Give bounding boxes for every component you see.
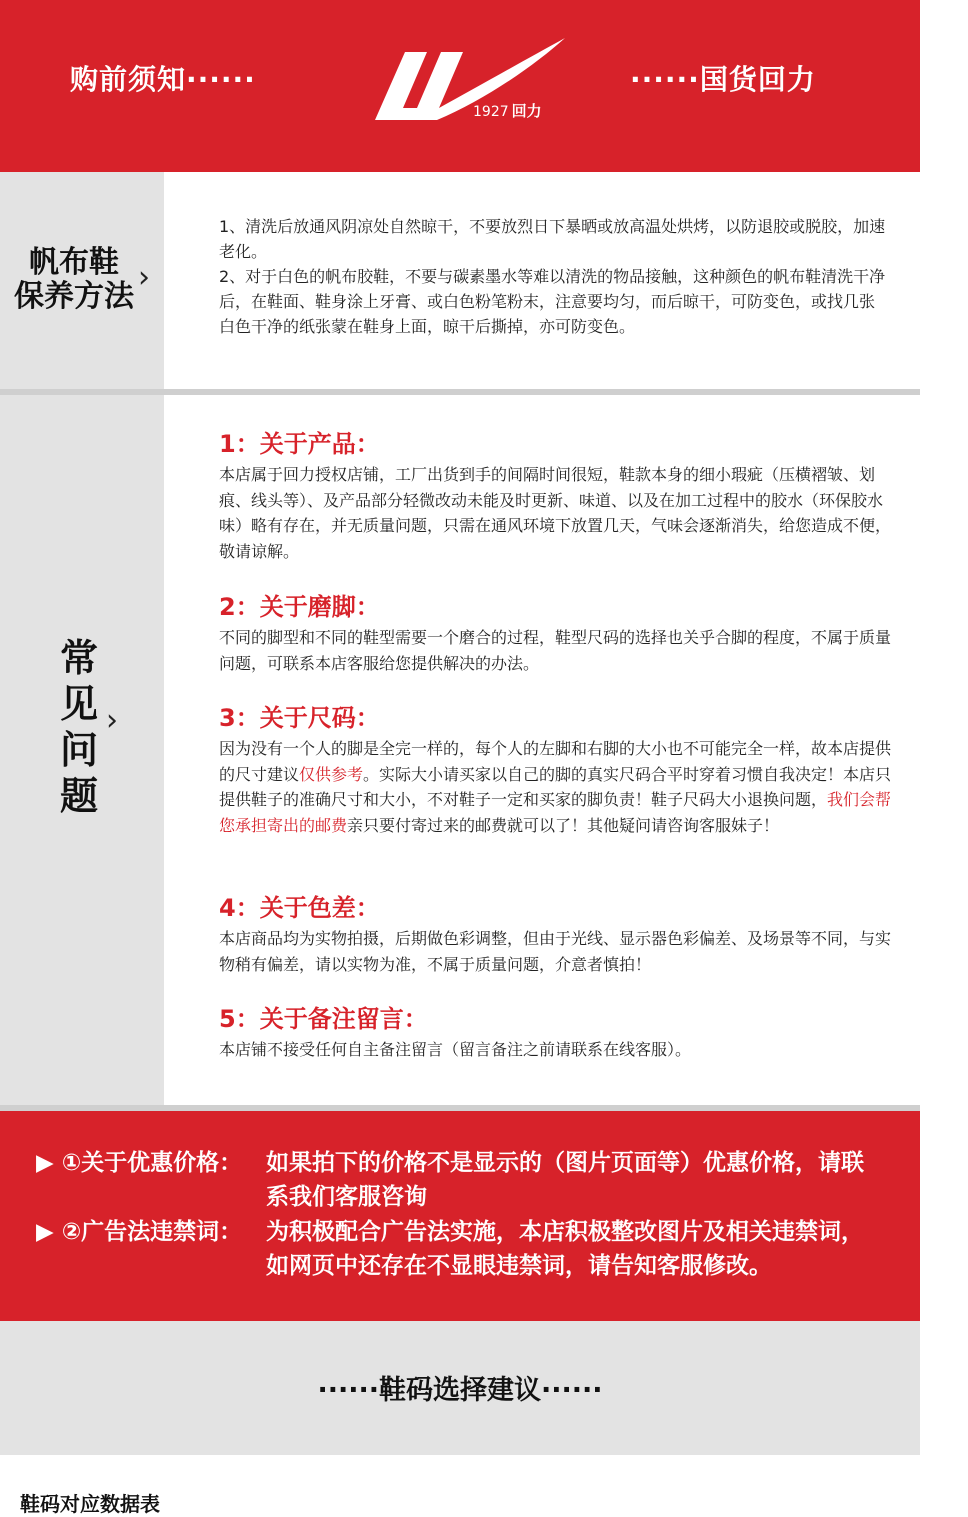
care-side-panel <box>0 172 164 390</box>
size-advice-title: ······鞋码选择建议······ <box>317 1375 603 1406</box>
faq-answer: 不同的脚型和不同的鞋型需要一个磨合的过程，鞋型尺码的选择也关乎合脚的程度，不属于质量问题，可联系本店客服给您提供解决的办法。 <box>219 628 892 673</box>
faq-section <box>0 395 920 1107</box>
faq-item-size <box>219 703 904 838</box>
faq-answer: 本店铺不接受任何自主备注留言（留言备注之前请联系在线客服）。 <box>219 1040 692 1059</box>
faq-item-product <box>219 429 904 564</box>
faq-question: 4：关于色差： <box>219 894 380 922</box>
notice-label: ▶ ①关于优惠价格： <box>36 1150 243 1176</box>
header-right-text: ······国货回力 <box>630 63 816 96</box>
faq-question: 3：关于尺码： <box>219 704 380 732</box>
warrior-logo-icon <box>355 30 575 125</box>
care-title-line1: 帆布鞋 <box>29 245 119 280</box>
logo-name: 回力 <box>511 102 542 120</box>
care-text <box>219 214 889 339</box>
faq-title-char: 题 <box>59 774 98 818</box>
faq-answer-part: 。实际大小请买家以自己的脚的真实尺码合平时穿着习惯自我决定！本店只提供鞋子的准确尺寸和大小，不对鞋子一定和买家的脚负责！鞋子尺码大小退换问题， <box>219 764 892 809</box>
faq-answer: 本店商品均为实物拍摄，后期做色彩调整，但由于光线、显示器色彩偏差、及场景等不同，与实物稍有偏差，请以实物为准，不属于质量问题，介意者慎拍！ <box>219 929 892 974</box>
size-table-heading: 鞋码对应数据表 <box>20 1492 160 1516</box>
faq-title-char: 常 <box>59 636 98 680</box>
faq-item-remark <box>219 1004 904 1063</box>
faq-title <box>54 635 104 819</box>
chevron-right-icon: › <box>106 703 118 738</box>
faq-answer-part: 亲只要付寄过来的邮费就可以了！其他疑问请咨询客服妹子！ <box>347 815 780 835</box>
notice-text: 如果拍下的价格不是显示的（图片页面等）优惠价格，请联系我们客服咨询 <box>266 1150 864 1210</box>
header-banner <box>0 0 920 172</box>
faq-item-fit <box>219 592 904 676</box>
care-title <box>10 246 138 314</box>
faq-question: 1：关于产品： <box>219 430 380 458</box>
faq-question: 2：关于磨脚： <box>219 593 380 621</box>
faq-answer <box>219 736 904 838</box>
header-left-text: 购前须知······ <box>70 63 256 96</box>
care-para-2: 2、对于白色的帆布胶鞋，不要与碳素墨水等难以清洗的物品接触，这种颜色的帆布鞋清洗干净后，在鞋面、鞋身涂上牙膏、或白色粉笔粉末，注意要均匀，而后晾干，可防变色，或找几张白色干净的纸张蒙在鞋身上面，晾干后撕掉，亦可防变色。 <box>219 267 886 336</box>
faq-title-char: 问 <box>59 728 98 772</box>
size-advice-banner <box>0 1321 920 1455</box>
chevron-right-icon: › <box>138 260 150 295</box>
care-title-line2: 保养方法 <box>14 279 134 314</box>
care-para-1: 1、清洗后放通风阴凉处自然晾干，不要放烈日下暴晒或放高温处烘烤，以防退胶或脱胶，加速老化。 <box>219 217 886 261</box>
faq-answer: 本店属于回力授权店铺，工厂出货到手的间隔时间很短，鞋款本身的细小瑕疵（压横褶皱、划痕、线头等）、及产品部分轻微改动未能及时更新、味道、以及在加工过程中的胶水（环保胶水味）略有存在，并无质量问题，只需在通风环境下放置几天，气味会逐渐消失，给您造成不便，敬请谅解。 <box>219 465 892 561</box>
faq-side-panel <box>0 395 164 1107</box>
faq-answer-highlight: 我们会帮您承担寄出的邮费 <box>219 790 892 835</box>
notice-banner <box>0 1111 920 1321</box>
notice-text: 为积极配合广告法实施，本店积极整改图片及相关违禁词，如网页中还存在不显眼违禁词，请告知客服修改。 <box>266 1219 864 1279</box>
faq-item-color <box>219 893 904 977</box>
logo-text <box>473 100 542 121</box>
logo-year: 1927 <box>473 104 509 120</box>
faq-answer-part: 因为没有一个人的脚是全完一样的，每个人的左脚和右脚的大小也不可能完全一样，故本店提供的尺寸建议 <box>219 739 892 784</box>
care-section <box>0 172 920 390</box>
faq-question: 5：关于备注留言： <box>219 1005 428 1033</box>
notice-label: ▶ ②广告法违禁词： <box>36 1219 243 1245</box>
faq-title-char: 见 <box>59 682 98 726</box>
faq-answer-highlight: 仅供参考 <box>299 764 364 784</box>
